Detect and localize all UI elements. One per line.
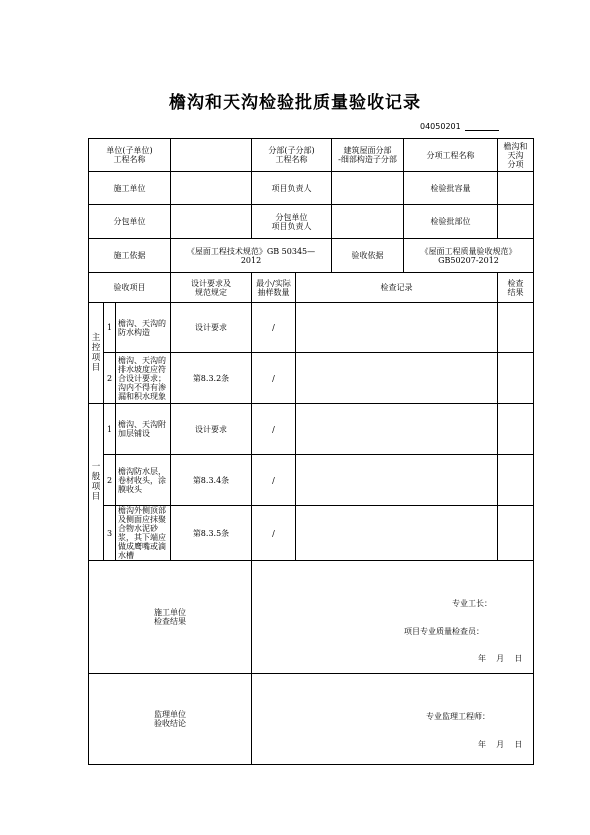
row-result-cell[interactable] (498, 303, 534, 353)
row-design-text: 第8.3.5条 (192, 528, 230, 538)
row-number: 2 (106, 373, 113, 383)
row-result-cell[interactable] (498, 506, 534, 561)
sub-unit-value: 建筑屋面分部 -细部构造子分部 (338, 146, 397, 164)
sub-unit-value-cell (332, 139, 404, 172)
subcontract-lead-value-cell[interactable] (332, 205, 404, 239)
supervision-check-label-cell (89, 674, 252, 765)
row-design-cell (171, 404, 252, 455)
row-record-cell[interactable] (296, 506, 498, 561)
row-number: 1 (106, 323, 113, 332)
construction-check-sign-cell[interactable] (252, 561, 534, 674)
col-record-label: 检查记录 (380, 283, 413, 292)
form-code (420, 122, 499, 131)
batch-capacity-value-cell[interactable] (498, 172, 534, 205)
main-group-label-cell (89, 303, 104, 404)
batch-location-label-cell (404, 205, 498, 239)
supervision-date-label: 年 月 日 (478, 740, 523, 749)
row-design-text: 设计要求 (195, 424, 227, 434)
item-label: 分项工程名称 (426, 150, 475, 160)
sub-unit-label: 分部(子分部) 工程名称 (268, 146, 315, 164)
row-item-text: 檐沟外侧顶部及侧面应抹聚合物水泥砂浆，其下端应做成鹰嘴或滴水槽 (118, 506, 166, 560)
table-row-no (104, 353, 116, 404)
project-lead-label: 项目负责人 (271, 183, 312, 193)
item-label-cell (404, 139, 498, 172)
table-row-no (104, 303, 116, 353)
row-number: 1 (106, 424, 113, 434)
col-record-header (296, 273, 498, 303)
construction-unit-label-cell (89, 172, 171, 205)
supervision-check-sign-cell[interactable] (252, 674, 534, 765)
row-design-text: 设计要求 (195, 323, 227, 332)
table-row-no (104, 506, 116, 561)
row-item-cell (116, 506, 171, 561)
row-design-cell (171, 506, 252, 561)
row-result-cell[interactable] (498, 455, 534, 506)
row-sample-text: / (272, 528, 275, 538)
basis-label: 施工依据 (113, 251, 146, 260)
acceptance-table (88, 138, 534, 765)
unit-label-cell (89, 139, 171, 172)
subcontract-unit-value-cell[interactable] (171, 205, 252, 239)
row-sample-cell (252, 303, 296, 353)
row-design-cell (171, 303, 252, 353)
subcontract-unit-label-cell (89, 205, 171, 239)
row-item-cell (116, 303, 171, 353)
page-title: 檐沟和天沟检验批质量验收记录 (169, 93, 421, 113)
col-result-label: 检查 结果 (507, 278, 524, 297)
row-number: 3 (106, 528, 113, 538)
accept-basis-value-cell (404, 239, 534, 273)
row-sample-text: / (272, 475, 275, 485)
row-sample-cell (252, 455, 296, 506)
accept-basis-label-cell (332, 239, 404, 273)
row-item-text: 檐沟、天沟的防水构造 (118, 318, 166, 337)
row-record-cell[interactable] (296, 455, 498, 506)
row-sample-cell (252, 404, 296, 455)
construction-unit-label: 施工单位 (113, 183, 146, 193)
table-row-no (104, 404, 116, 455)
row-item-text: 檐沟、天沟的排水坡度应符合设计要求；沟内不得有渗漏和积水现象 (118, 355, 166, 401)
construction-check-label-cell (89, 561, 252, 674)
row-item-cell (116, 353, 171, 404)
row-design-text: 第8.3.4条 (192, 475, 230, 485)
engineer-label: 专业监理工程师： (426, 712, 490, 721)
supervision-check-label: 监理单位 验收结论 (154, 710, 186, 728)
unit-value-cell[interactable] (171, 139, 252, 172)
construction-date-label: 年 月 日 (478, 654, 523, 663)
accept-basis-value: 《屋面工程质量验收规范》 GB50207-2012 (420, 246, 517, 265)
row-record-cell[interactable] (296, 404, 498, 455)
project-lead-value-cell[interactable] (332, 172, 404, 205)
item-value-cell (498, 139, 534, 172)
inspector-label: 项目专业质量检查员： (404, 627, 484, 636)
unit-label: 单位(子单位) 工程名称 (106, 146, 153, 164)
sub-unit-label-cell (252, 139, 332, 172)
item-value: 檐沟和天沟 分项 (503, 141, 528, 169)
col-item-label: 验收项目 (113, 283, 146, 292)
row-record-cell[interactable] (296, 303, 498, 353)
form-code-blank (465, 130, 499, 131)
batch-capacity-label-cell (404, 172, 498, 205)
row-item-cell (116, 455, 171, 506)
construction-unit-value-cell[interactable] (171, 172, 252, 205)
batch-location-value-cell[interactable] (498, 205, 534, 239)
basis-value: 《屋面工程技术规范》GB 50345— 2012 (186, 246, 316, 265)
basis-value-cell (171, 239, 332, 273)
table-row-no (104, 455, 116, 506)
batch-capacity-label: 检验批容量 (430, 183, 471, 193)
main-group-label: 主控项目 (91, 333, 101, 373)
accept-basis-label: 验收依据 (351, 251, 384, 260)
project-lead-label-cell (252, 172, 332, 205)
row-item-text: 檐沟、天沟附加层铺设 (118, 420, 166, 438)
batch-location-label: 检验批部位 (430, 217, 471, 226)
form-code-text: 04050201 (420, 122, 461, 131)
row-design-cell (171, 455, 252, 506)
row-design-cell (171, 353, 252, 404)
row-sample-cell (252, 506, 296, 561)
col-sample-label: 最小/实际 抽样数量 (256, 278, 291, 297)
general-group-label-cell (89, 404, 104, 561)
row-sample-cell (252, 353, 296, 404)
col-sample-header (252, 273, 296, 303)
row-item-cell (116, 404, 171, 455)
col-design-header (171, 273, 252, 303)
col-item-header (89, 273, 171, 303)
row-record-cell[interactable] (296, 353, 498, 404)
row-result-cell[interactable] (498, 353, 534, 404)
col-design-label: 设计要求及 规范规定 (191, 278, 231, 297)
col-result-header (498, 273, 534, 303)
subcontract-unit-label: 分包单位 (113, 217, 146, 226)
row-design-text: 第8.3.2条 (192, 373, 230, 383)
construction-check-label: 施工单位 检查结果 (154, 608, 186, 626)
row-sample-text: / (272, 424, 275, 434)
row-sample-text: / (272, 373, 275, 383)
row-item-text: 檐沟防水层，卷材收头，涂膜收头 (118, 466, 166, 494)
subcontract-lead-label-cell (252, 205, 332, 239)
basis-label-cell (89, 239, 171, 273)
row-sample-text: / (272, 323, 275, 332)
foreman-label: 专业工长： (452, 599, 492, 608)
row-number: 2 (106, 475, 113, 485)
row-result-cell[interactable] (498, 404, 534, 455)
general-group-label: 一般项目 (91, 462, 101, 502)
subcontract-lead-label: 分包单位 项目负责人 (271, 212, 312, 231)
